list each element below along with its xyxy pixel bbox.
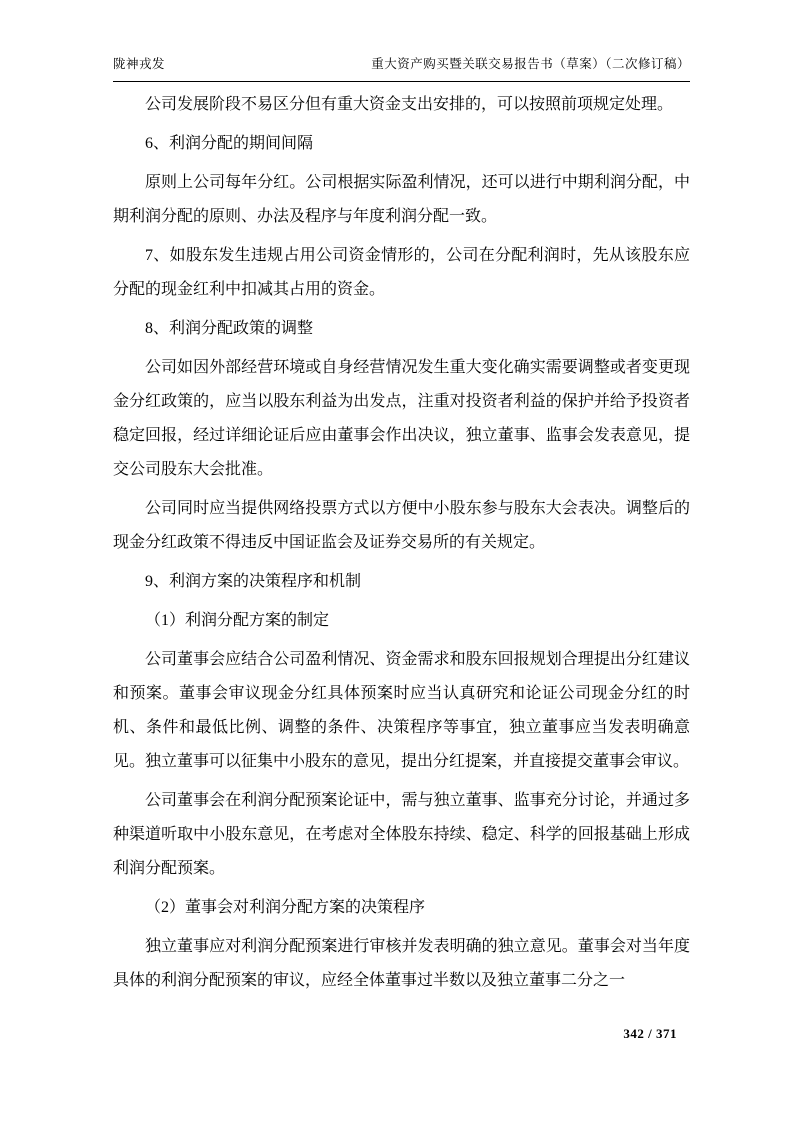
page-number: 342 / 371 <box>623 1026 677 1041</box>
body-paragraph: 独立董事应对利润分配预案进行审核并发表明确的独立意见。董事会对当年度具体的利润分配预案的审议，应经全体董事过半数以及独立董事二分之一 <box>113 938 690 989</box>
header-company-name: 陇神戎发 <box>113 57 166 71</box>
body-paragraph: 7、如股东发生违规占用公司资金情形的，公司在分配利润时，先从该股东应分配的现金红利中扣减其占用的资金。 <box>113 247 690 298</box>
body-paragraph: 公司同时应当提供网络投票方式以方便中小股东参与股东大会表决。调整后的现金分红政策不得违反中国证监会及证券交易所的有关规定。 <box>113 500 690 551</box>
page-footer <box>623 1026 677 1042</box>
document-body <box>113 82 690 998</box>
body-paragraph: 公司董事会应结合公司盈利情况、资金需求和股东回报规划合理提出分红建议和预案。董事会审议现金分红具体预案时应当认真研究和论证公司现金分红的时机、条件和最低比例、调整的条件、决策程序等事宜，独立董事应当发表明确意见。独立董事可以征集中小股东的意见，提出分红提案，并直接提交董事会审议。 <box>113 651 690 770</box>
body-paragraph: 原则上公司每年分红。公司根据实际盈利情况，还可以进行中期利润分配，中期利润分配的原则、办法及程序与年度利润分配一致。 <box>113 174 690 225</box>
body-paragraph: 公司董事会在利润分配预案论证中，需与独立董事、监事充分讨论，并通过多种渠道听取中小股东意见，在考虑对全体股东持续、稳定、科学的回报基础上形成利润分配预案。 <box>113 792 690 877</box>
section-heading: 8、利润分配政策的调整 <box>145 320 314 337</box>
header-report-title: 重大资产购买暨关联交易报告书（草案）（二次修订稿） <box>371 57 690 71</box>
sub-heading: （1）利润分配方案的制定 <box>145 612 330 629</box>
section-heading: 6、利润分配的期间间隔 <box>145 135 314 152</box>
sub-heading: （2）董事会对利润分配方案的决策程序 <box>145 899 426 916</box>
body-paragraph: 公司如因外部经营环境或自身经营情况发生重大变化确实需要调整或者变更现金分红政策的，应当以股东利益为出发点，注重对投资者利益的保护并给予投资者稳定回报，经过详细论证后应由董事会作出决议，独立董事、监事会发表意见，提交公司股东大会批准。 <box>113 359 690 478</box>
page-header <box>113 56 690 82</box>
body-paragraph: 公司发展阶段不易区分但有重大资金支出安排的，可以按照前项规定处理。 <box>145 96 674 113</box>
section-heading: 9、利润方案的决策程序和机制 <box>145 573 362 590</box>
